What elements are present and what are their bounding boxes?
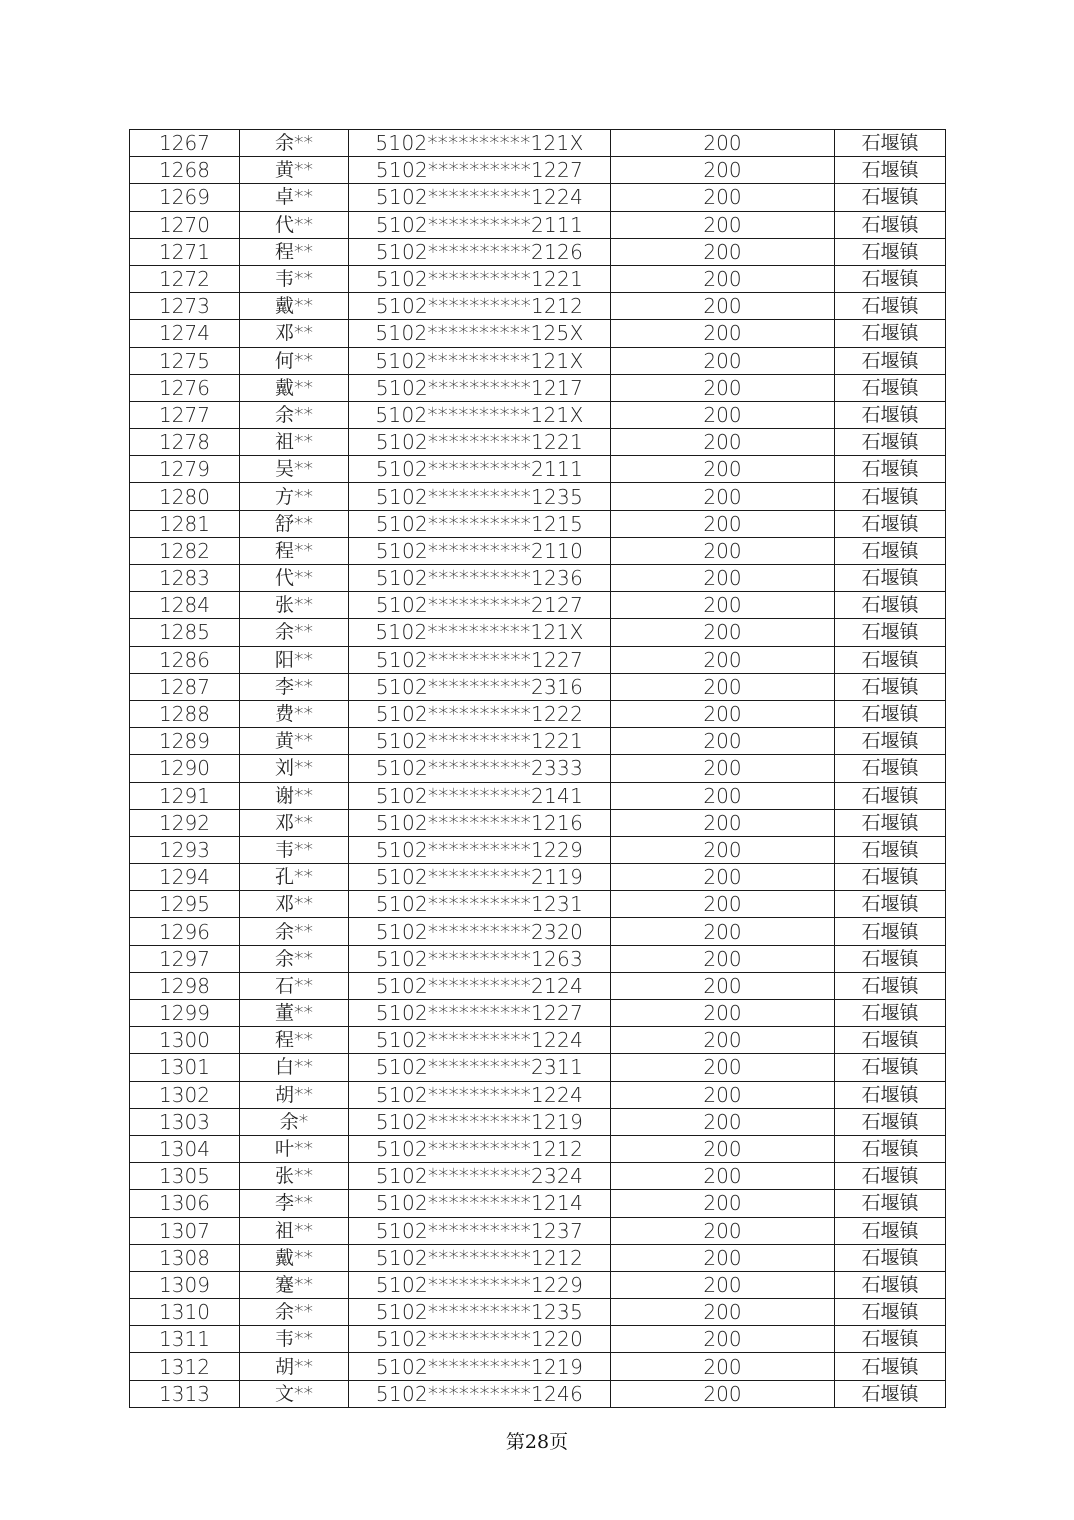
id-number-cell: 5102**********1227 [349,646,611,673]
town-cell: 石堰镇 [835,1081,946,1108]
amount-cell: 200 [611,1380,835,1407]
serial-number-cell: 1311 [130,1326,240,1353]
table-row [130,592,946,619]
table-row [130,184,946,211]
amount-cell: 200 [611,157,835,184]
id-number-cell: 5102**********1224 [349,1027,611,1054]
serial-number-cell: 1283 [130,565,240,592]
table-row [130,1299,946,1326]
town-cell: 石堰镇 [835,619,946,646]
amount-cell: 200 [611,510,835,537]
town-cell: 石堰镇 [835,130,946,157]
amount-cell: 200 [611,347,835,374]
id-number-cell: 5102**********1229 [349,1271,611,1298]
name-cell: 石** [240,972,349,999]
amount-cell: 200 [611,374,835,401]
id-number-cell: 5102**********1221 [349,728,611,755]
amount-cell: 200 [611,1081,835,1108]
id-number-cell: 5102**********1236 [349,565,611,592]
amount-cell: 200 [611,782,835,809]
serial-number-cell: 1299 [130,1000,240,1027]
name-cell: 胡** [240,1081,349,1108]
table-row [130,1353,946,1380]
amount-cell: 200 [611,1135,835,1162]
table-row [130,1380,946,1407]
id-number-cell: 5102**********2119 [349,864,611,891]
table-row [130,510,946,537]
amount-cell: 200 [611,1353,835,1380]
town-cell: 石堰镇 [835,565,946,592]
name-cell: 代** [240,565,349,592]
id-number-cell: 5102**********1263 [349,945,611,972]
serial-number-cell: 1313 [130,1380,240,1407]
table-row [130,1027,946,1054]
data-table [129,129,946,1408]
table-row [130,347,946,374]
table-body [130,130,946,1408]
id-number-cell: 5102**********2110 [349,537,611,564]
amount-cell: 200 [611,401,835,428]
id-number-cell: 5102**********121X [349,130,611,157]
table-row [130,1000,946,1027]
serial-number-cell: 1282 [130,537,240,564]
table-row [130,646,946,673]
table-row [130,565,946,592]
town-cell: 石堰镇 [835,510,946,537]
serial-number-cell: 1301 [130,1054,240,1081]
id-number-cell: 5102**********1246 [349,1380,611,1407]
town-cell: 石堰镇 [835,265,946,292]
serial-number-cell: 1294 [130,864,240,891]
town-cell: 石堰镇 [835,238,946,265]
id-number-cell: 5102**********1235 [349,1299,611,1326]
serial-number-cell: 1290 [130,755,240,782]
serial-number-cell: 1298 [130,972,240,999]
table-row [130,891,946,918]
town-cell: 石堰镇 [835,673,946,700]
amount-cell: 200 [611,972,835,999]
id-number-cell: 5102**********2320 [349,918,611,945]
table-row [130,700,946,727]
serial-number-cell: 1284 [130,592,240,619]
amount-cell: 200 [611,1299,835,1326]
name-cell: 戴** [240,293,349,320]
amount-cell: 200 [611,238,835,265]
id-number-cell: 5102**********121X [349,619,611,646]
town-cell: 石堰镇 [835,347,946,374]
amount-cell: 200 [611,483,835,510]
id-number-cell: 5102**********1219 [349,1108,611,1135]
id-number-cell: 5102**********1215 [349,510,611,537]
town-cell: 石堰镇 [835,1299,946,1326]
table-row [130,755,946,782]
name-cell: 韦** [240,1326,349,1353]
town-cell: 石堰镇 [835,157,946,184]
amount-cell: 200 [611,1271,835,1298]
table-row [130,809,946,836]
name-cell: 祖** [240,1217,349,1244]
serial-number-cell: 1280 [130,483,240,510]
table-row [130,537,946,564]
table-row [130,1135,946,1162]
id-number-cell: 5102**********2111 [349,456,611,483]
id-number-cell: 5102**********2311 [349,1054,611,1081]
id-number-cell: 5102**********2127 [349,592,611,619]
amount-cell: 200 [611,809,835,836]
town-cell: 石堰镇 [835,429,946,456]
table-row [130,130,946,157]
id-number-cell: 5102**********2111 [349,211,611,238]
town-cell: 石堰镇 [835,401,946,428]
id-number-cell: 5102**********1221 [349,429,611,456]
town-cell: 石堰镇 [835,184,946,211]
serial-number-cell: 1306 [130,1190,240,1217]
name-cell: 余* [240,1108,349,1135]
amount-cell: 200 [611,1054,835,1081]
name-cell: 韦** [240,836,349,863]
serial-number-cell: 1303 [130,1108,240,1135]
town-cell: 石堰镇 [835,293,946,320]
amount-cell: 200 [611,1217,835,1244]
amount-cell: 200 [611,1000,835,1027]
serial-number-cell: 1293 [130,836,240,863]
id-number-cell: 5102**********1224 [349,184,611,211]
town-cell: 石堰镇 [835,1244,946,1271]
table-row [130,864,946,891]
town-cell: 石堰镇 [835,1135,946,1162]
serial-number-cell: 1278 [130,429,240,456]
name-cell: 阳** [240,646,349,673]
town-cell: 石堰镇 [835,1326,946,1353]
town-cell: 石堰镇 [835,891,946,918]
amount-cell: 200 [611,1163,835,1190]
id-number-cell: 5102**********1216 [349,809,611,836]
id-number-cell: 5102**********2124 [349,972,611,999]
serial-number-cell: 1295 [130,891,240,918]
id-number-cell: 5102**********121X [349,401,611,428]
town-cell: 石堰镇 [835,1217,946,1244]
amount-cell: 200 [611,1326,835,1353]
table-row [130,945,946,972]
town-cell: 石堰镇 [835,864,946,891]
town-cell: 石堰镇 [835,728,946,755]
name-cell: 卓** [240,184,349,211]
table-row [130,1054,946,1081]
serial-number-cell: 1312 [130,1353,240,1380]
table-row [130,456,946,483]
name-cell: 戴** [240,374,349,401]
id-number-cell: 5102**********1231 [349,891,611,918]
table-row [130,211,946,238]
serial-number-cell: 1291 [130,782,240,809]
town-cell: 石堰镇 [835,972,946,999]
serial-number-cell: 1289 [130,728,240,755]
name-cell: 黄** [240,157,349,184]
table-row [130,728,946,755]
town-cell: 石堰镇 [835,320,946,347]
amount-cell: 200 [611,864,835,891]
name-cell: 邓** [240,891,349,918]
amount-cell: 200 [611,700,835,727]
name-cell: 叶** [240,1135,349,1162]
serial-number-cell: 1288 [130,700,240,727]
name-cell: 方** [240,483,349,510]
name-cell: 邓** [240,809,349,836]
serial-number-cell: 1269 [130,184,240,211]
town-cell: 石堰镇 [835,836,946,863]
serial-number-cell: 1302 [130,1081,240,1108]
name-cell: 韦** [240,265,349,292]
name-cell: 余** [240,130,349,157]
id-number-cell: 5102**********125X [349,320,611,347]
id-number-cell: 5102**********2324 [349,1163,611,1190]
id-number-cell: 5102**********1220 [349,1326,611,1353]
amount-cell: 200 [611,320,835,347]
table-row [130,1244,946,1271]
name-cell: 何** [240,347,349,374]
amount-cell: 200 [611,537,835,564]
town-cell: 石堰镇 [835,809,946,836]
name-cell: 费** [240,700,349,727]
name-cell: 余** [240,918,349,945]
id-number-cell: 5102**********1212 [349,1135,611,1162]
table-row [130,836,946,863]
serial-number-cell: 1307 [130,1217,240,1244]
id-number-cell: 5102**********2141 [349,782,611,809]
id-number-cell: 5102**********1212 [349,293,611,320]
id-number-cell: 5102**********1217 [349,374,611,401]
name-cell: 孔** [240,864,349,891]
amount-cell: 200 [611,265,835,292]
town-cell: 石堰镇 [835,1163,946,1190]
name-cell: 程** [240,238,349,265]
serial-number-cell: 1267 [130,130,240,157]
name-cell: 余** [240,1299,349,1326]
id-number-cell: 5102**********1224 [349,1081,611,1108]
serial-number-cell: 1310 [130,1299,240,1326]
amount-cell: 200 [611,429,835,456]
serial-number-cell: 1296 [130,918,240,945]
id-number-cell: 5102**********1227 [349,157,611,184]
amount-cell: 200 [611,673,835,700]
serial-number-cell: 1309 [130,1271,240,1298]
name-cell: 李** [240,673,349,700]
page-number: 第28页 [505,1431,569,1453]
id-number-cell: 5102**********2126 [349,238,611,265]
name-cell: 祖** [240,429,349,456]
amount-cell: 200 [611,211,835,238]
table-row [130,238,946,265]
town-cell: 石堰镇 [835,537,946,564]
town-cell: 石堰镇 [835,211,946,238]
id-number-cell: 5102**********1212 [349,1244,611,1271]
name-cell: 文** [240,1380,349,1407]
serial-number-cell: 1272 [130,265,240,292]
id-number-cell: 5102**********1214 [349,1190,611,1217]
name-cell: 吴** [240,456,349,483]
amount-cell: 200 [611,456,835,483]
serial-number-cell: 1292 [130,809,240,836]
town-cell: 石堰镇 [835,755,946,782]
amount-cell: 200 [611,1108,835,1135]
amount-cell: 200 [611,728,835,755]
serial-number-cell: 1271 [130,238,240,265]
table-row [130,1271,946,1298]
id-number-cell: 5102**********1219 [349,1353,611,1380]
town-cell: 石堰镇 [835,782,946,809]
name-cell: 程** [240,537,349,564]
name-cell: 胡** [240,1353,349,1380]
table-row [130,1217,946,1244]
serial-number-cell: 1308 [130,1244,240,1271]
town-cell: 石堰镇 [835,700,946,727]
table-row [130,619,946,646]
name-cell: 黄** [240,728,349,755]
table-row [130,782,946,809]
name-cell: 程** [240,1027,349,1054]
name-cell: 代** [240,211,349,238]
serial-number-cell: 1300 [130,1027,240,1054]
amount-cell: 200 [611,755,835,782]
id-number-cell: 5102**********1229 [349,836,611,863]
serial-number-cell: 1276 [130,374,240,401]
table-row [130,401,946,428]
table-row [130,972,946,999]
table-row [130,918,946,945]
serial-number-cell: 1279 [130,456,240,483]
id-number-cell: 5102**********2333 [349,755,611,782]
town-cell: 石堰镇 [835,456,946,483]
serial-number-cell: 1304 [130,1135,240,1162]
name-cell: 舒** [240,510,349,537]
table-row [130,429,946,456]
town-cell: 石堰镇 [835,1353,946,1380]
amount-cell: 200 [611,646,835,673]
amount-cell: 200 [611,184,835,211]
table-row [130,1190,946,1217]
name-cell: 张** [240,1163,349,1190]
table-row [130,293,946,320]
table-row [130,320,946,347]
table-row [130,483,946,510]
name-cell: 董** [240,1000,349,1027]
town-cell: 石堰镇 [835,1054,946,1081]
serial-number-cell: 1268 [130,157,240,184]
id-number-cell: 5102**********1222 [349,700,611,727]
amount-cell: 200 [611,1027,835,1054]
serial-number-cell: 1297 [130,945,240,972]
amount-cell: 200 [611,891,835,918]
serial-number-cell: 1273 [130,293,240,320]
amount-cell: 200 [611,293,835,320]
name-cell: 戴** [240,1244,349,1271]
amount-cell: 200 [611,1244,835,1271]
name-cell: 刘** [240,755,349,782]
amount-cell: 200 [611,619,835,646]
serial-number-cell: 1286 [130,646,240,673]
town-cell: 石堰镇 [835,374,946,401]
name-cell: 张** [240,592,349,619]
table-row [130,157,946,184]
name-cell: 余** [240,945,349,972]
table-row [130,1108,946,1135]
serial-number-cell: 1305 [130,1163,240,1190]
amount-cell: 200 [611,945,835,972]
id-number-cell: 5102**********121X [349,347,611,374]
town-cell: 石堰镇 [835,646,946,673]
table-row [130,265,946,292]
town-cell: 石堰镇 [835,1027,946,1054]
town-cell: 石堰镇 [835,918,946,945]
serial-number-cell: 1270 [130,211,240,238]
amount-cell: 200 [611,565,835,592]
table-row [130,673,946,700]
name-cell: 谢** [240,782,349,809]
amount-cell: 200 [611,836,835,863]
serial-number-cell: 1275 [130,347,240,374]
town-cell: 石堰镇 [835,945,946,972]
id-number-cell: 5102**********1221 [349,265,611,292]
table-row [130,1081,946,1108]
name-cell: 白** [240,1054,349,1081]
table-row [130,1326,946,1353]
amount-cell: 200 [611,918,835,945]
table-row [130,1163,946,1190]
town-cell: 石堰镇 [835,1380,946,1407]
town-cell: 石堰镇 [835,592,946,619]
amount-cell: 200 [611,130,835,157]
serial-number-cell: 1274 [130,320,240,347]
town-cell: 石堰镇 [835,1271,946,1298]
serial-number-cell: 1285 [130,619,240,646]
id-number-cell: 5102**********1235 [349,483,611,510]
name-cell: 余** [240,401,349,428]
name-cell: 李** [240,1190,349,1217]
name-cell: 邓** [240,320,349,347]
town-cell: 石堰镇 [835,1000,946,1027]
town-cell: 石堰镇 [835,1190,946,1217]
town-cell: 石堰镇 [835,483,946,510]
table-row [130,374,946,401]
amount-cell: 200 [611,592,835,619]
id-number-cell: 5102**********1227 [349,1000,611,1027]
town-cell: 石堰镇 [835,1108,946,1135]
amount-cell: 200 [611,1190,835,1217]
serial-number-cell: 1277 [130,401,240,428]
serial-number-cell: 1287 [130,673,240,700]
name-cell: 余** [240,619,349,646]
id-number-cell: 5102**********2316 [349,673,611,700]
name-cell: 蹇** [240,1271,349,1298]
id-number-cell: 5102**********1237 [349,1217,611,1244]
serial-number-cell: 1281 [130,510,240,537]
